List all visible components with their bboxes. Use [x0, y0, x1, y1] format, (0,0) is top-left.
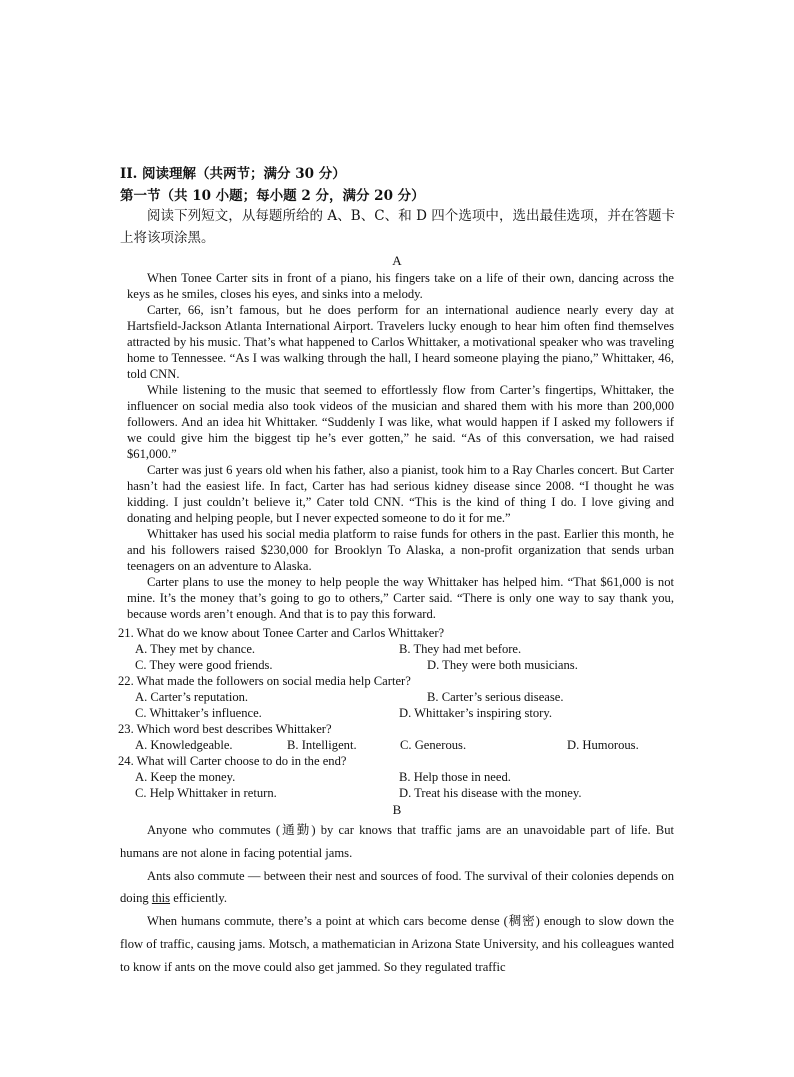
- option-a: A. Carter’s reputation.: [135, 690, 249, 704]
- passage-a-paragraph: Carter plans to use the money to help people the way Whittaker has helped him. “That $61,000 is not mine. It’s the money that’s going to go to others,” Carter said. “There is only one way to say thank you, because words aren’t enough. And that is to pay this forward.: [127, 575, 674, 621]
- passage-a-paragraph: Carter was just 6 years old when his father, also a pianist, took him to a Ray Charles concert. But Carter hasn’t had the easiest life. In fact, Carter has had serious kidney disease since 2008. “I thought he was kidding. I just couldn’t believe it,” Cater told CNN. “This is the kind of thing I do. I love giving and donating and helping people, but I never expected someone to do it for me.”: [127, 463, 674, 525]
- question-list: [118, 625, 678, 801]
- option-b: B. Help those in need.: [399, 770, 511, 784]
- option-row: [118, 785, 678, 801]
- passage-a-paragraph: While listening to the music that seemed to effortlessly flow from Carter’s fingertips, Whittaker, the influencer on social media also took videos of the musician and shared them with his more than 200,000 followers. And an idea hit Whittaker. “Suddenly I was like, what would happen if I asked my followers if we could give him the biggest tip he’s ever gotten,” he said. “As of this conversation, we had raised $61,000.”: [127, 383, 674, 461]
- option-d: D. Whittaker’s inspiring story.: [399, 706, 552, 720]
- option-c: C. Whittaker’s influence.: [135, 706, 262, 720]
- option-row: [118, 689, 678, 705]
- question-stem: 21. What do we know about Tonee Carter and Carlos Whittaker?: [118, 626, 445, 640]
- passage-b-paragraph: [120, 865, 674, 911]
- question-stem: 22. What made the followers on social media help Carter?: [118, 674, 411, 688]
- option-d: D. Treat his disease with the money.: [399, 786, 582, 800]
- question-stem: 23. Which word best describes Whittaker?: [118, 722, 332, 736]
- passage-a-paragraph: When Tonee Carter sits in front of a piano, his fingers take on a life of their own, dancing across the keys as he smiles, closes his eyes, and sinks into a melody.: [127, 271, 674, 301]
- instructions: 阅读下列短文，从每题所给的 A、B、C、和 D 四个选项中，选出最佳选项，并在答题卡上将该项涂黑。: [120, 208, 675, 246]
- question-stem: 24. What will Carter choose to do in the end?: [118, 754, 347, 768]
- option-row: [118, 705, 678, 721]
- section-heading: II. 阅读理解（共两节；满分 30 分）: [120, 166, 346, 182]
- option-row: [118, 737, 678, 753]
- passage-b-letter: B: [392, 802, 402, 817]
- option-a: A. Keep the money.: [135, 770, 236, 784]
- passage-b-paragraph: Anyone who commutes (通勤) by car knows that traffic jams are an unavoidable part of life. But humans are not alone in facing potential jams.: [120, 823, 674, 860]
- passage-b-paragraph: When humans commute, there’s a point at which cars become dense (稠密) enough to slow down the flow of traffic, causing jams. Motsch, a mathematician in Arizona State University, and his colleagues wanted to know if ants on the move could also get jammed. So they regulated traffic: [120, 914, 674, 974]
- option-b: B. Carter’s serious disease.: [427, 690, 564, 704]
- option-b: B. They had met before.: [399, 642, 522, 656]
- option-c: C. They were good friends.: [135, 658, 273, 672]
- option-b: B. Intelligent.: [287, 738, 357, 752]
- passage-b-text: Ants also commute — between their nest and sources of food. The survival of their colonies depends on doing: [120, 868, 674, 906]
- passage-a: [127, 270, 674, 622]
- option-row: [118, 769, 678, 785]
- option-row: [118, 641, 678, 657]
- option-a: A. They met by chance.: [135, 642, 256, 656]
- option-row: [118, 657, 678, 673]
- passage-a-paragraph: Whittaker has used his social media platform to raise funds for others in the past. Earlier this month, he and his followers raised $230,000 for Brooklyn To Alaska, a non-profit organization that sends urban teenagers on an adventure to Alaska.: [127, 527, 674, 573]
- option-c: C. Help Whittaker in return.: [135, 786, 277, 800]
- option-c: C. Generous.: [400, 738, 467, 752]
- section-subheading: 第一节（共 10 小题；每小题 2 分，满分 20 分）: [120, 188, 425, 204]
- passage-a-paragraph: Carter, 66, isn’t famous, but he does perform for an international audience nearly every day at Hartsfield-Jackson Atlanta International Airport. Travelers lucky enough to hear him often find themselves attracted by his music. That’s what happened to Carlos Whittaker, a motivational speaker who was traveling home to Tennessee. “As I was walking through the hall, I heard someone playing the piano,” Whittaker, 46, told CNN.: [127, 303, 674, 381]
- underlined-word: this: [151, 891, 171, 906]
- passage-b-text: efficiently.: [170, 891, 228, 906]
- option-a: A. Knowledgeable.: [135, 738, 233, 752]
- passage-b: [120, 819, 674, 979]
- option-d: D. Humorous.: [567, 738, 639, 752]
- passage-a-letter: A: [392, 253, 402, 268]
- option-d: D. They were both musicians.: [427, 658, 578, 672]
